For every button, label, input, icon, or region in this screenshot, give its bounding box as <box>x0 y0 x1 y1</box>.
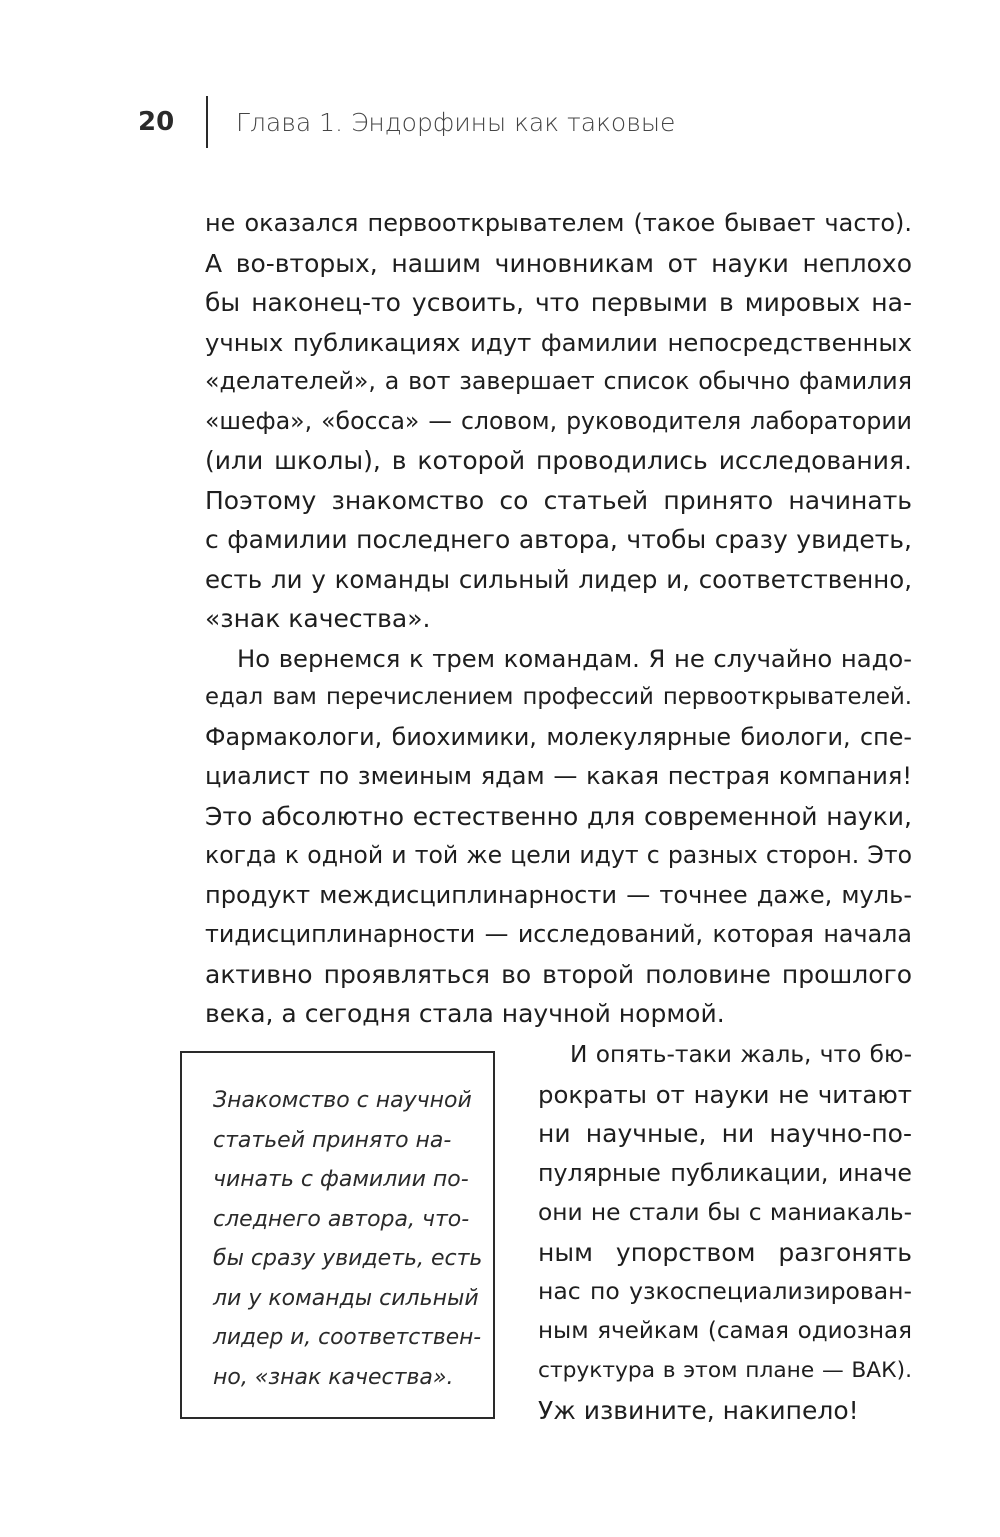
text-line: ни научные, ни научно-по- <box>538 1119 912 1148</box>
paragraph-2 <box>205 639 912 1034</box>
text-line: (или школы), в которой проводились исследования. <box>205 446 912 475</box>
text-line: пулярные публикации, иначе <box>538 1158 912 1187</box>
paragraph-3 <box>538 1035 912 1430</box>
main-text <box>205 204 912 1034</box>
text-line: Это абсолютно естественно для современной науки, <box>205 801 912 831</box>
chapter-title: Глава 1. Эндорфины как таковые <box>236 107 676 137</box>
text-line: бы наконец-то усвоить, что первыми в мировых на- <box>205 288 912 317</box>
text-line: структура в этом плане — ВАК). <box>538 1358 912 1383</box>
text-line: тидисциплинарности — исследований, которая начала <box>205 920 912 948</box>
paragraph-1 <box>205 204 912 639</box>
pull-quote-line: Знакомство с научной <box>213 1088 472 1113</box>
page-number: 20 <box>138 107 175 137</box>
text-line: ным упорством разгонять <box>538 1237 912 1267</box>
text-line: «делателей», а вот завершает список обычно фамилия <box>205 367 912 395</box>
text-line: активно проявляться во второй половине прошлого <box>205 959 912 989</box>
text-line: циалист по змеиным ядам — какая пестрая компания! <box>205 762 912 790</box>
header-divider <box>206 96 208 148</box>
pull-quote-box <box>180 1051 495 1419</box>
pull-quote-line: бы сразу увидеть, есть <box>213 1246 483 1271</box>
pull-quote-line: статьей принято на- <box>213 1127 452 1153</box>
text-line: Но вернемся к трем командам. Я не случайно надо- <box>237 643 912 673</box>
text-line: не оказался первооткрывателем (такое бывает часто). <box>205 209 912 237</box>
pull-quote-line: но, «знак качества». <box>213 1364 454 1390</box>
text-line: учных публикациях идут фамилии непосредственных <box>205 327 912 357</box>
text-line: Поэтому знакомство со статьей принято начинать <box>205 485 912 515</box>
text-line: века, а сегодня стала научной нормой. <box>205 999 725 1028</box>
pull-quote-text <box>213 1081 482 1397</box>
text-line: «шефа», «босса» — словом, руководителя лаборатории <box>205 406 912 435</box>
text-line: когда к одной и той же цели идут с разных сторон. Это <box>205 841 912 869</box>
text-line: рократы от науки не читают <box>538 1079 912 1109</box>
text-line: они не стали бы с маниакаль- <box>538 1198 912 1226</box>
text-line: продукт междисциплинарности — точнее даже, муль- <box>205 880 912 909</box>
text-line: Фармакологи, биохимики, молекулярные биологи, спе- <box>205 722 912 751</box>
text-line: есть ли у команды сильный лидер и, соответственно, <box>205 564 912 594</box>
pull-quote-line: чинать с фамилии по- <box>213 1167 469 1192</box>
text-line: едал вам перечислением профессий первооткрывателей. <box>205 684 912 710</box>
pull-quote-line: ли у команды сильный <box>213 1285 479 1311</box>
running-head <box>138 92 675 152</box>
text-line: нас по узкоспециализирован- <box>538 1277 912 1305</box>
text-line: И опять-таки жаль, что бю- <box>570 1041 912 1068</box>
text-line: «знак качества». <box>205 604 431 633</box>
text-line: А во-вторых, нашим чиновникам от науки неплохо <box>205 248 912 278</box>
text-line: Уж извините, накипело! <box>538 1395 859 1425</box>
pull-quote-line: следнего автора, что- <box>213 1206 470 1232</box>
text-line: с фамилии последнего автора, чтобы сразу увидеть, <box>205 525 912 554</box>
pull-quote-line: лидер и, соответствен- <box>213 1325 482 1350</box>
text-line: ным ячейкам (самая одиозная <box>538 1317 912 1344</box>
